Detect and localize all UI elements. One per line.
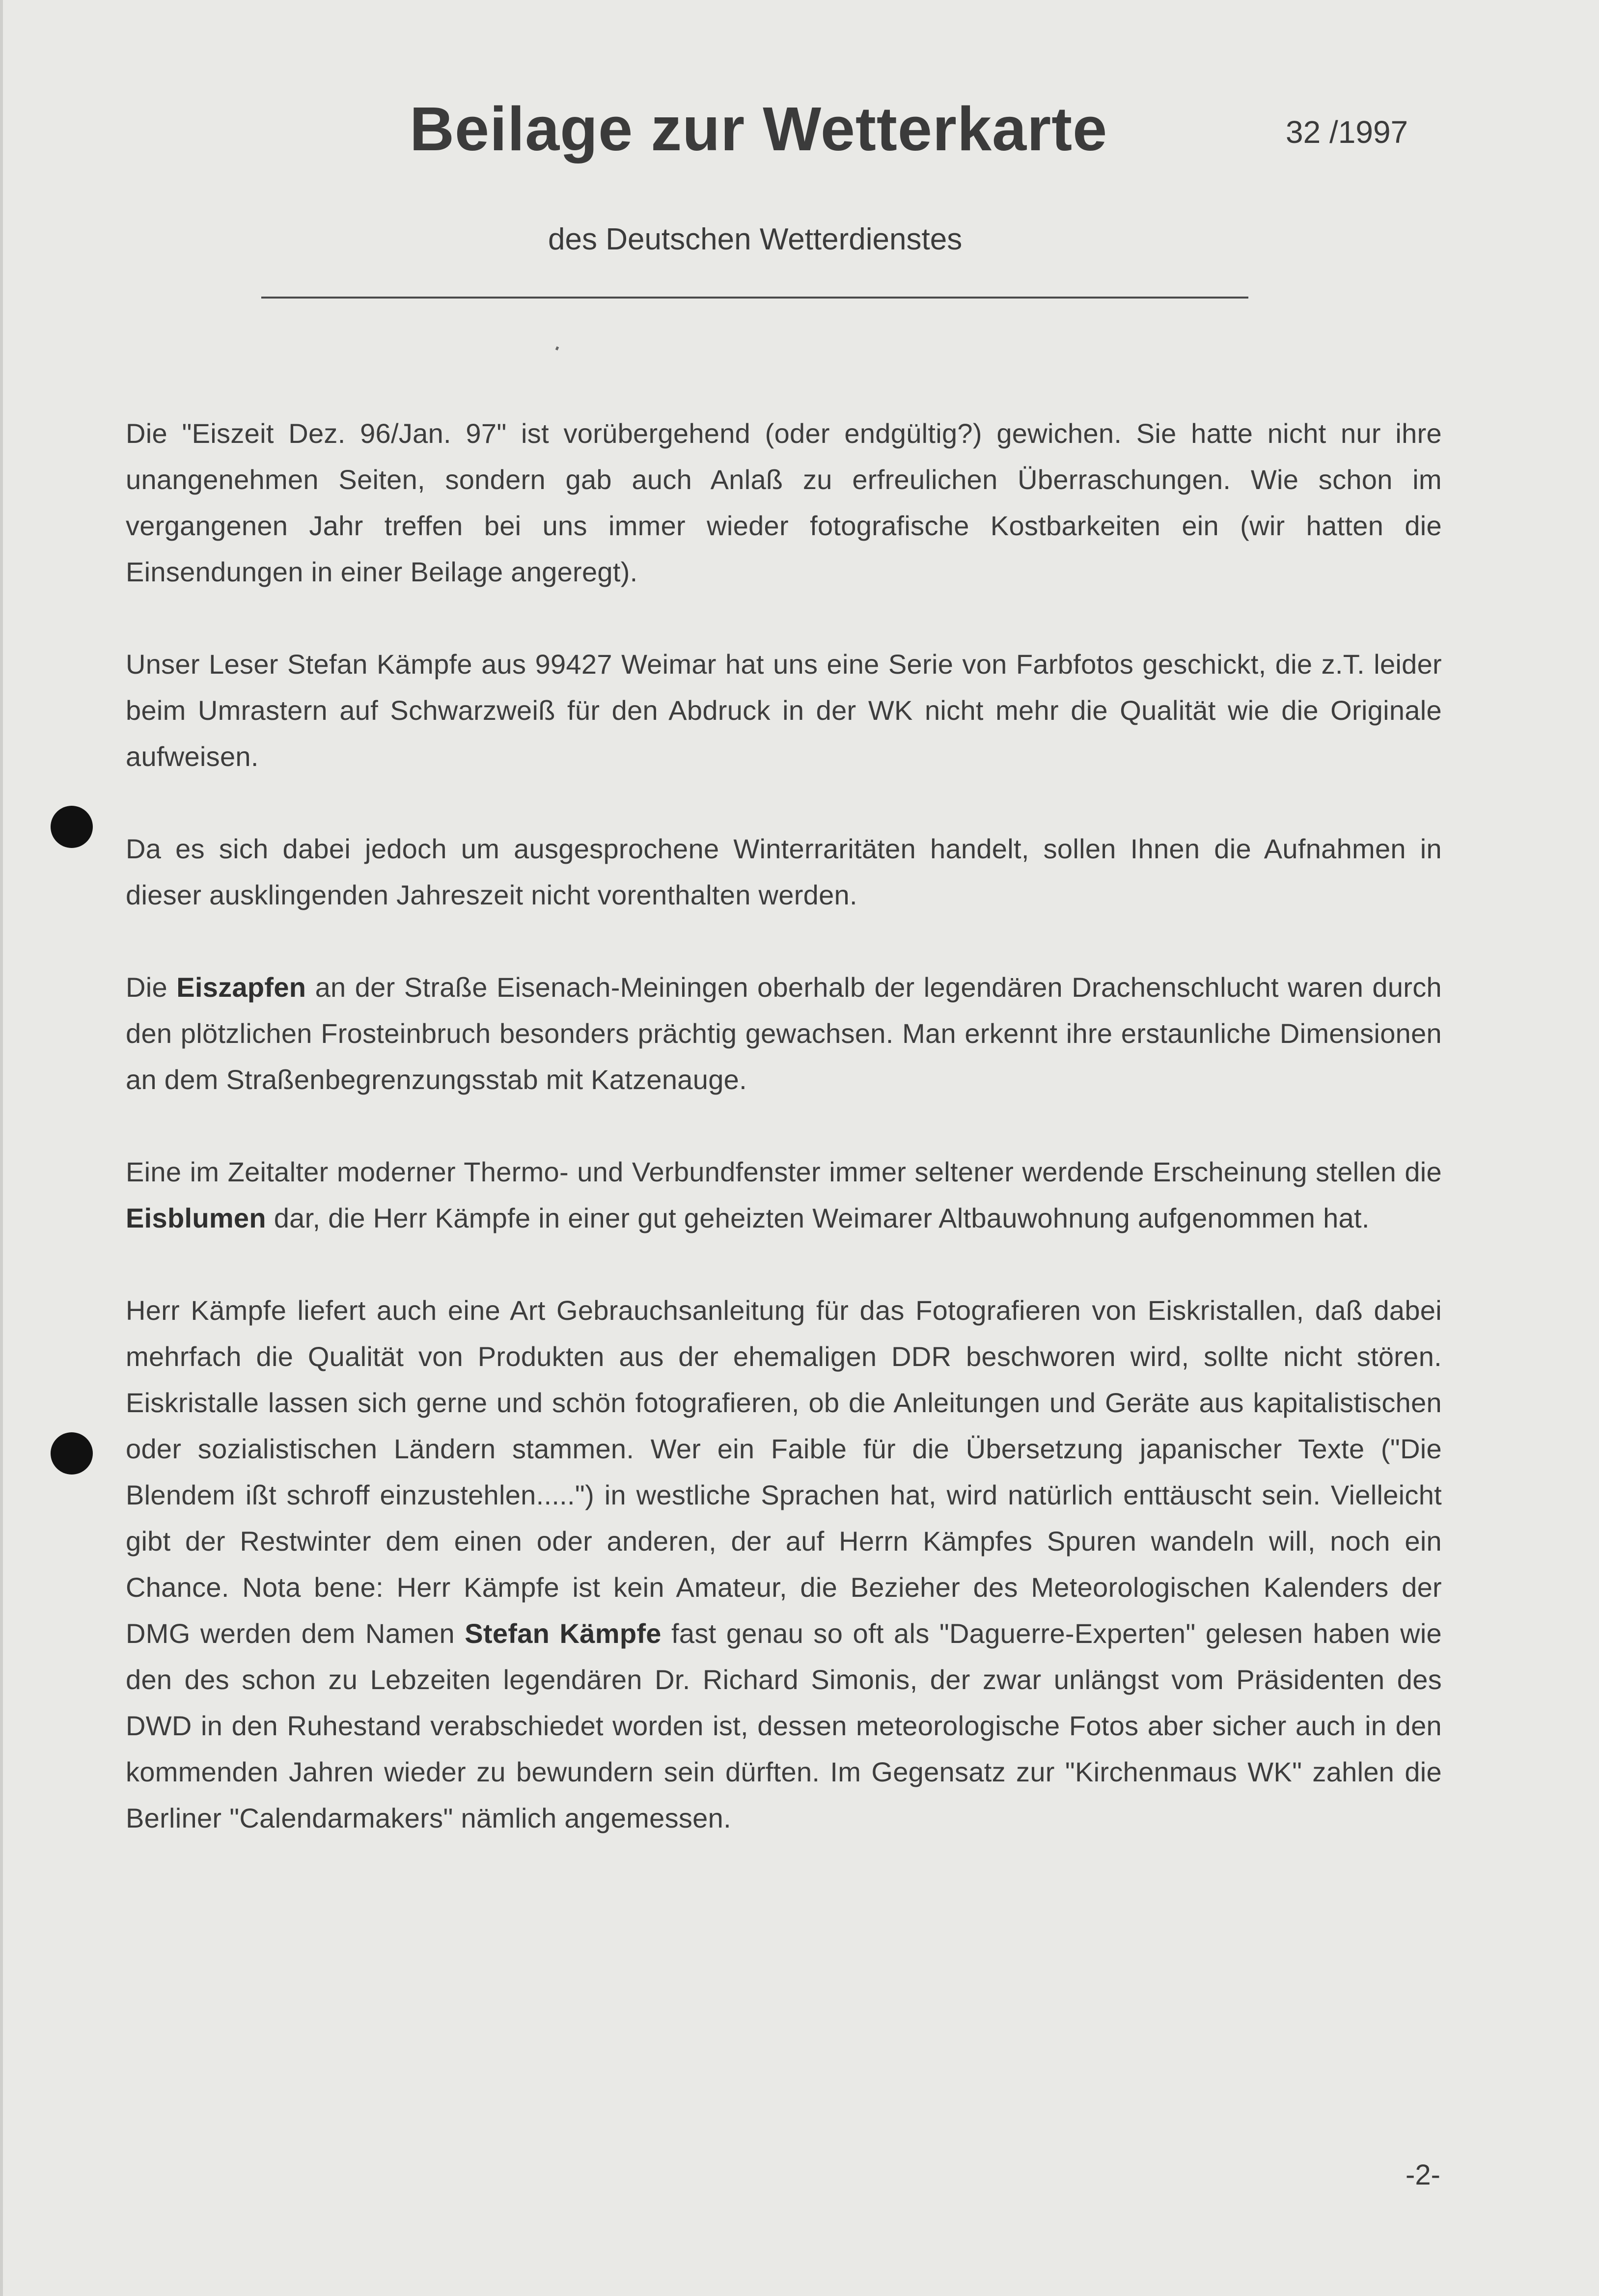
text-run: dar, die Herr Kämpfe in einer gut geheizten Weimarer Altbauwohnung aufgenommen hat. (266, 1203, 1370, 1233)
bold-term-eiszapfen: Eiszapfen (176, 972, 306, 1003)
paragraph-reader: Unser Leser Stefan Kämpfe aus 99427 Weimar hat uns eine Serie von Farbfotos geschickt, die z.T. leider beim Umrastern auf Schwarzweiß für den Abdruck in der WK nicht mehr die Qualität wie die Originale aufweisen. (126, 649, 1442, 772)
paragraph-rarities: Da es sich dabei jedoch um ausgesprochene Winterraritäten handelt, sollen Ihnen die Aufnahmen in dieser ausklingenden Jahreszeit nicht vorenthalten werden. (126, 833, 1442, 910)
bold-name-stefan-kaempfe: Stefan Kämpfe (465, 1618, 662, 1649)
page-number: -2- (1406, 2159, 1440, 2191)
punch-hole-top (51, 806, 93, 848)
punch-hole-bottom (51, 1432, 93, 1475)
bold-term-eisblumen: Eisblumen (126, 1203, 266, 1233)
document-title: Beilage zur Wetterkarte (410, 94, 1108, 164)
scan-speck (555, 346, 559, 350)
paragraph-icicles (126, 964, 1442, 1103)
article-body (126, 410, 1442, 1887)
paragraph-instructions (126, 1287, 1442, 1841)
document-subtitle: des Deutschen Wetterdienstes (548, 222, 963, 256)
text-run: an der Straße Eisenach-Meiningen oberhalb der legendären Drachenschlucht waren durch den plötzlichen Frosteinbruch besonders prächtig gewachsen. Man erkennt ihre erstaunliche Dimensionen an dem Straßenbegrenzungsstab mit Katzenauge. (126, 972, 1442, 1095)
text-run: Die (126, 972, 177, 1003)
text-run: fast genau so oft als "Daguerre-Experten" gelesen haben wie den des schon zu Lebzeiten legendären Dr. Richard Simonis, der zwar unlängst vom Präsidenten des DWD in den Ruhestand verabschiedet worden ist, dessen meteorologische Fotos aber sicher auch in den kommenden Jahren wieder zu bewundern sein dürften. Im Gegensatz zur "Kirchenmaus WK" zahlen die Berliner "Calendarmakers" nämlich angemessen. (126, 1618, 1442, 1833)
text-run: Eine im Zeitalter moderner Thermo- und Verbundfenster immer seltener werdende Erscheinung stellen die (126, 1156, 1442, 1187)
paragraph-intro: Die "Eiszeit Dez. 96/Jan. 97" ist vorübergehend (oder endgültig?) gewichen. Sie hatte nicht nur ihre unangenehmen Seiten, sondern gab auch Anlaß zu erfreulichen Überraschungen. Wie schon im vergangenen Jahr treffen bei uns immer wieder fotografische Kostbarkeiten ein (wir hatten die Einsendungen in einer Beilage angeregt). (126, 418, 1442, 587)
issue-number: 32 /1997 (1286, 114, 1408, 150)
header-divider (261, 297, 1248, 299)
paragraph-ice-flowers (126, 1149, 1442, 1241)
text-run: Herr Kämpfe liefert auch eine Art Gebrauchsanleitung für das Fotografieren von Eiskristallen, daß dabei mehrfach die Qualität von Produkten aus der ehemaligen DDR beschworen wird, sollte nicht stören. Eiskristalle lassen sich gerne und schön fotografieren, ob die Anleitungen und Geräte aus kapitalistischen oder sozialistischen Ländern stammen. Wer ein Faible für die Übersetzung japanischer Texte ("Die Blendem ißt schroff einzustehlen.....") in westliche Sprachen hat, wird natürlich enttäuscht sein. Vielleicht gibt der Restwinter dem einen oder anderen, der auf Herrn Kämpfes Spuren wandeln will, noch ein Chance. Nota bene: Herr Kämpfe ist kein Amateur, die Bezieher des Meteorologischen Kalenders der DMG werden dem Namen (126, 1295, 1442, 1649)
